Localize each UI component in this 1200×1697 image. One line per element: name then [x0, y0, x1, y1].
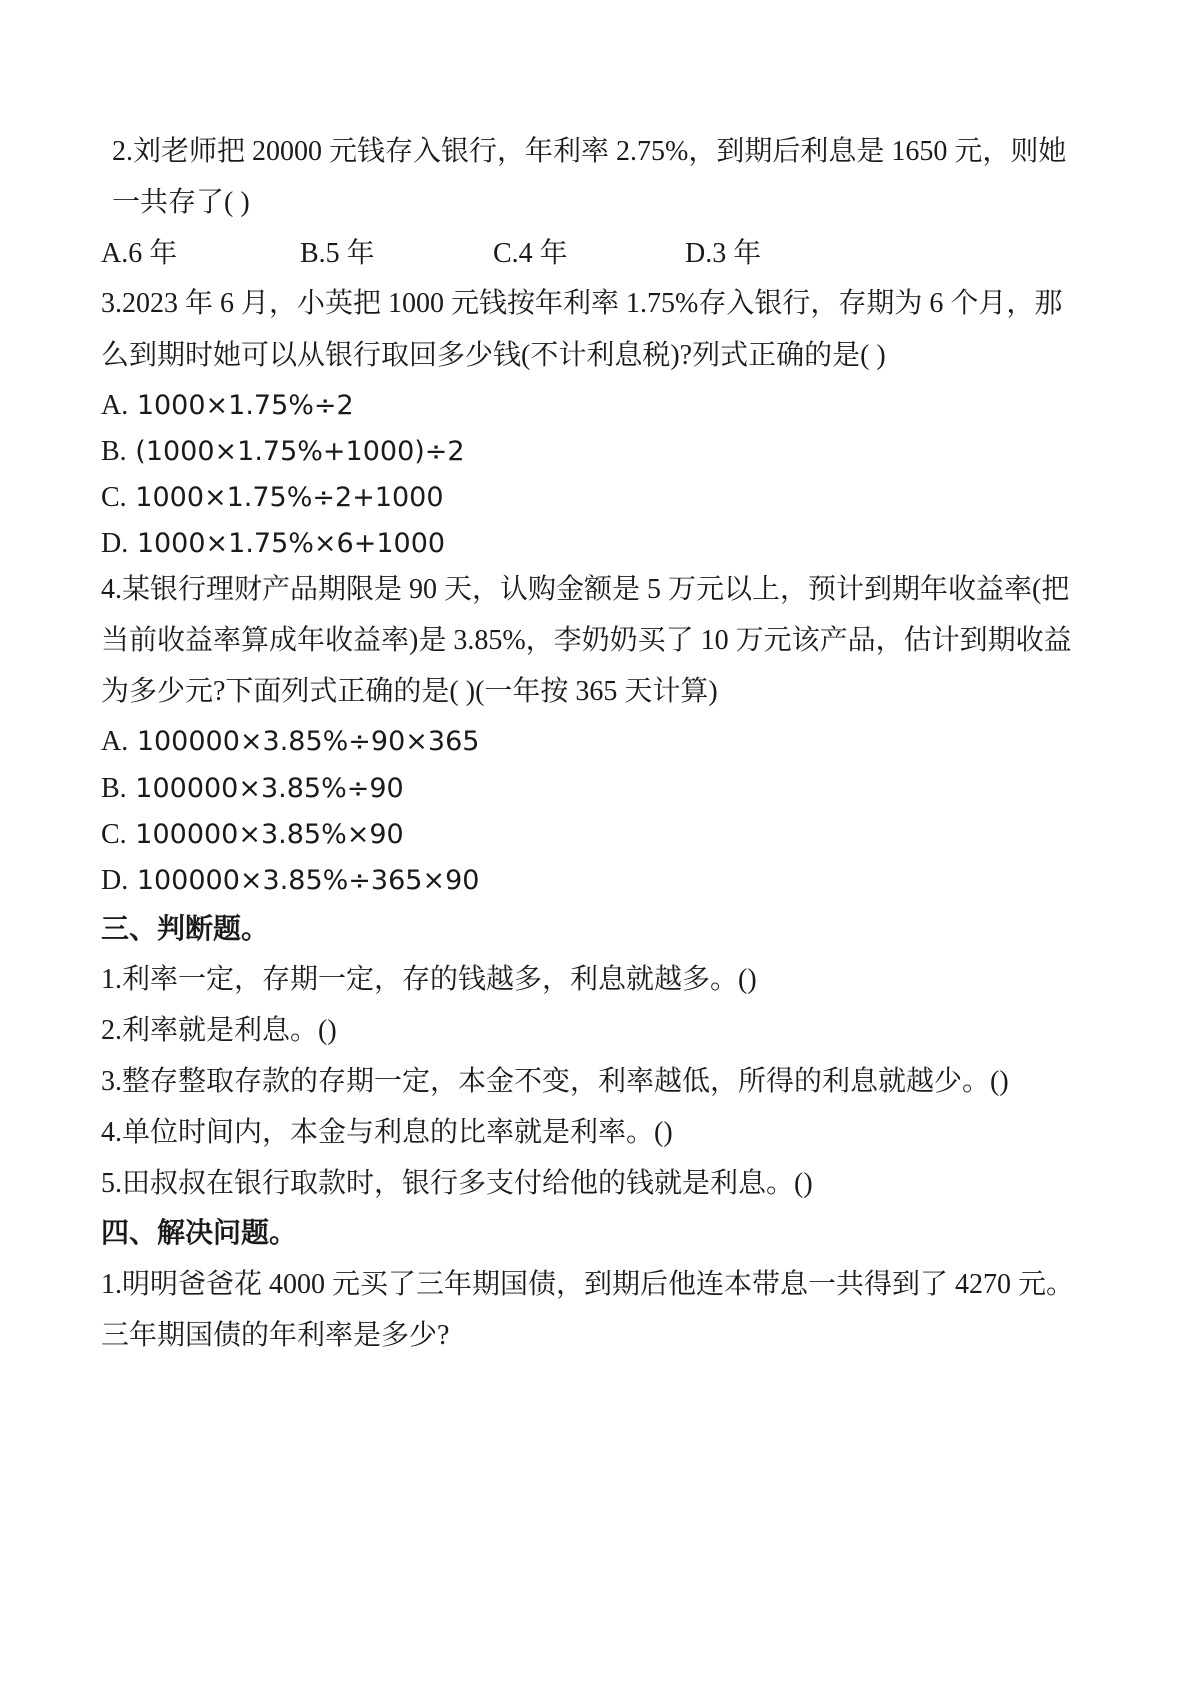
option-letter: A. — [101, 726, 129, 757]
judge-item-5: 5.田叔叔在银行取款时，银行多支付给他的钱就是利息。() — [101, 1168, 813, 1199]
option-letter: B. — [101, 773, 127, 804]
q3-line-1: 3.2023 年 6 月，小英把 1000 元钱按年利率 1.75%存入银行，存期为 6 个月，那 — [101, 288, 1063, 319]
q4-line-1: 4.某银行理财产品期限是 90 天，认购金额是 5 万元以上，预计到期年收益率(把 — [101, 574, 1070, 605]
option-expression: (1000×1.75%+1000)÷2 — [135, 436, 465, 467]
option-expression: 100000×3.85%÷365×90 — [136, 865, 480, 896]
option-letter: C. — [101, 819, 127, 850]
section-3-title: 三、判断题。 — [101, 914, 270, 945]
q2-option-c: C.4 年 — [493, 238, 568, 269]
judge-item-3: 3.整存整取存款的存期一定，本金不变，利率越低，所得的利息就越少。() — [101, 1066, 1009, 1097]
q3-option-b — [101, 434, 465, 470]
option-expression: 1000×1.75%÷2+1000 — [135, 482, 444, 513]
q3-option-d — [101, 526, 445, 562]
judge-item-1: 1.利率一定，存期一定，存的钱越多，利息就越多。() — [101, 964, 757, 995]
option-expression: 1000×1.75%×6+1000 — [136, 528, 446, 559]
q2-option-a: A.6 年 — [101, 238, 178, 269]
q3-option-c — [101, 480, 444, 516]
q4-option-a — [101, 724, 479, 760]
q4-line-2: 当前收益率算成年收益率)是 3.85%，李奶奶买了 10 万元该产品，估计到期收益 — [101, 625, 1072, 656]
q2-option-b: B.5 年 — [300, 238, 375, 269]
option-expression: 1000×1.75%÷2 — [136, 390, 354, 421]
q3-option-a — [101, 388, 354, 424]
option-expression: 100000×3.85%×90 — [135, 819, 404, 850]
option-expression: 100000×3.85%÷90 — [135, 773, 404, 804]
solve-q1-line-2: 三年期国债的年利率是多少? — [101, 1320, 450, 1351]
option-letter: D. — [101, 528, 129, 559]
solve-q1-line-1: 1.明明爸爸花 4000 元买了三年期国债，到期后他连本带息一共得到了 4270 元。 — [101, 1269, 1075, 1300]
section-4-title: 四、解决问题。 — [101, 1218, 298, 1249]
judge-item-2: 2.利率就是利息。() — [101, 1015, 337, 1046]
q3-line-2: 么到期时她可以从银行取回多少钱(不计利息税)?列式正确的是( ) — [101, 340, 886, 371]
q4-option-d — [101, 863, 479, 899]
q2-line-1: 2.刘老师把 20000 元钱存入银行，年利率 2.75%，到期后利息是 1650 元，则她 — [112, 136, 1067, 167]
judge-item-4: 4.单位时间内，本金与利息的比率就是利率。() — [101, 1117, 673, 1148]
option-letter: C. — [101, 482, 127, 513]
q2-line-2: 一共存了( ) — [112, 187, 250, 218]
option-expression: 100000×3.85%÷90×365 — [136, 726, 480, 757]
q4-line-3: 为多少元?下面列式正确的是( )(一年按 365 天计算) — [101, 676, 718, 707]
q4-option-b — [101, 771, 404, 807]
option-letter: B. — [101, 436, 127, 467]
q2-option-d: D.3 年 — [685, 238, 762, 269]
option-letter: D. — [101, 865, 129, 896]
option-letter: A. — [101, 390, 129, 421]
q4-option-c — [101, 817, 404, 853]
